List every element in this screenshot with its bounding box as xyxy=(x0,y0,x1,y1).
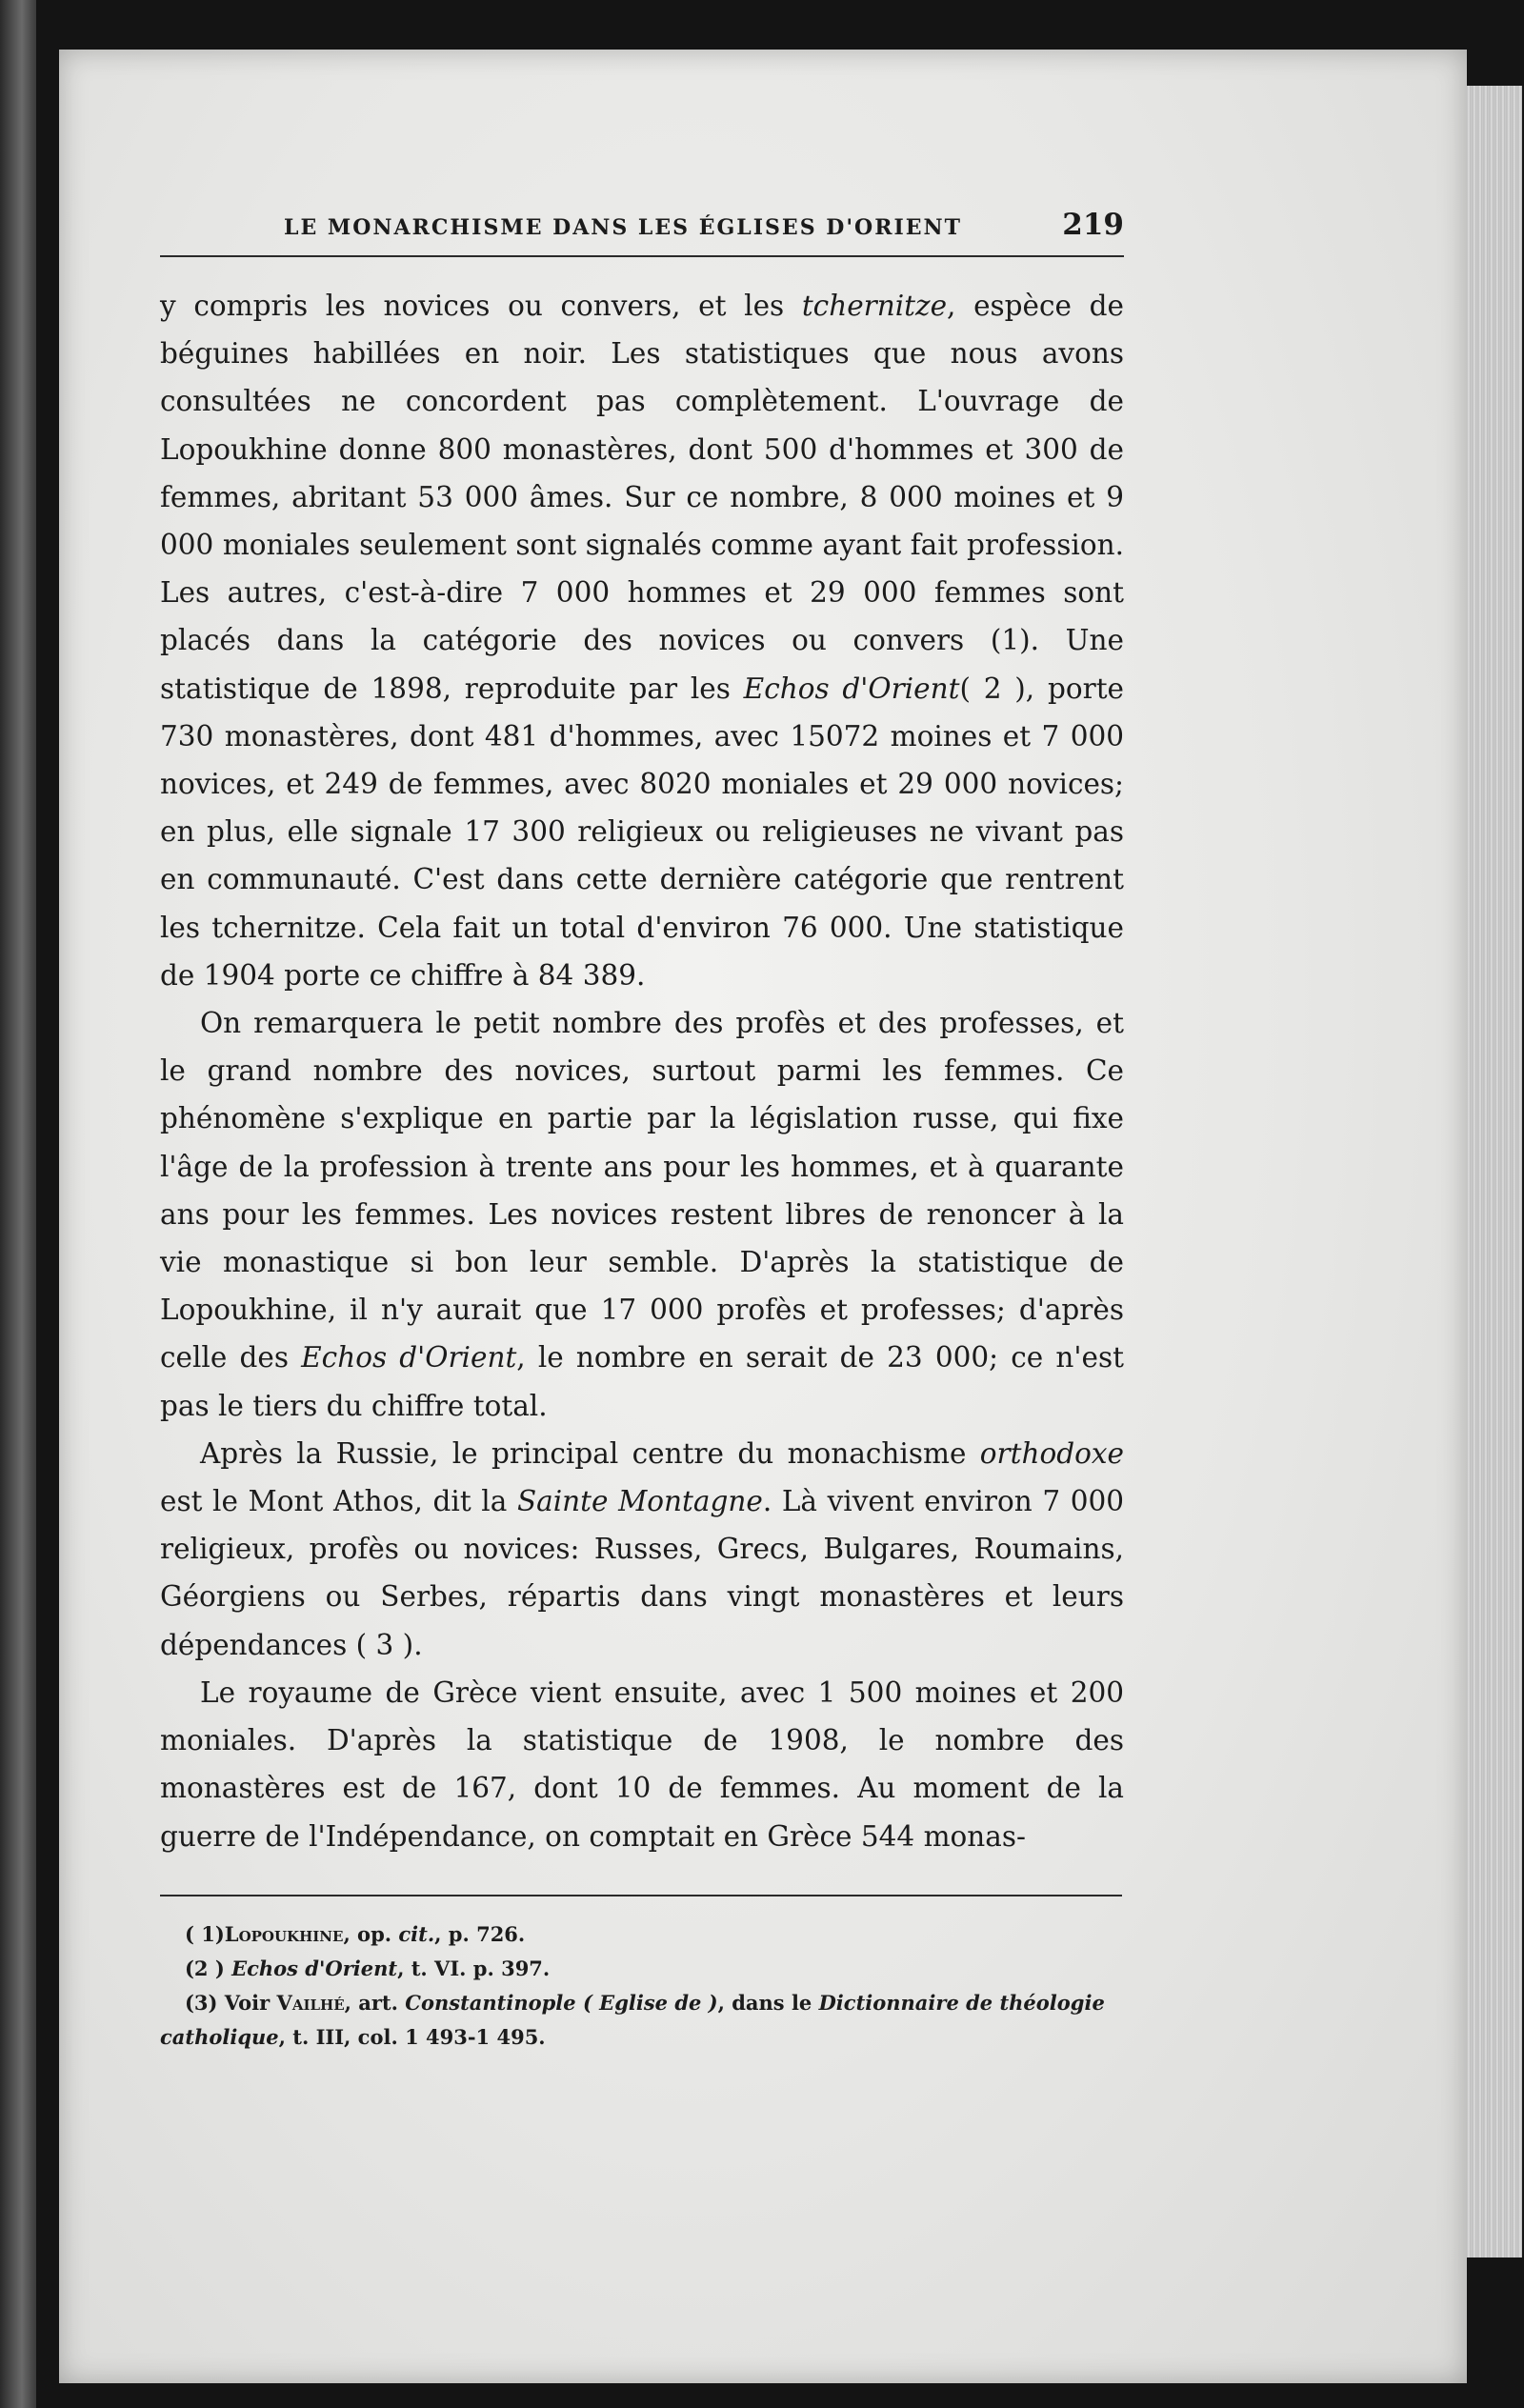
text-span: , t. VI. p. 397. xyxy=(397,1956,551,1980)
italic-term: cit. xyxy=(398,1921,435,1946)
italic-title: Echos d'Orient xyxy=(743,672,960,705)
text-span: , op. xyxy=(343,1921,399,1946)
text-span: . Là vivent environ 7 000 religieux, profès ou novices: Russes, Grecs, Bulgares, Roumains, Géorgiens ou Serbes, répartis dans vingt monastères et leurs dépendances ( 3 ). xyxy=(160,1485,1125,1661)
footnotes xyxy=(160,1917,1124,2055)
text-span: y compris les novices ou convers, et les xyxy=(160,290,802,322)
text-span: , dans le xyxy=(717,1990,819,2015)
italic-term: orthodoxe xyxy=(979,1436,1124,1470)
italic-term: Sainte Montagne xyxy=(516,1485,763,1518)
paragraph-1 xyxy=(160,282,1124,999)
paragraph-2 xyxy=(160,999,1124,1430)
text-span: , p. 726. xyxy=(434,1921,526,1946)
italic-title: Echos d'Orient xyxy=(231,1956,398,1980)
left-page-edge xyxy=(0,0,36,2408)
footnote-3 xyxy=(160,1986,1124,2055)
text-span: Après la Russie, le principal centre du monachisme xyxy=(200,1436,980,1470)
text-span: On remarquera le petit nombre des profès et des professes, et le grand nombre des novices, surtout parmi les femmes. Ce phénomène s'explique en partie par la législation russe, qui fixe l'âge de la profession à trente ans pour les hommes, et à quarante ans pour les femmes. Les novices restent libres de renoncer à la vie monastique si bon leur semble. D'après la statistique de Lopoukhine, il n'y aurait que 17 000 profès et professes; d'après celle des xyxy=(160,1007,1124,1375)
page-number: 219 xyxy=(1062,208,1124,242)
italic-title: Constantinople ( Eglise de ) xyxy=(405,1990,718,2015)
paragraph-3 xyxy=(160,1430,1124,1669)
italic-title: Echos d'Orient xyxy=(301,1341,517,1375)
footnote-author: Vailhé xyxy=(276,1990,345,2015)
text-span: , art. xyxy=(344,1990,406,2015)
running-title: LE MONARCHISME DANS LES ÉGLISES D'ORIENT xyxy=(284,215,963,240)
footnote-mark: (3) xyxy=(185,1990,218,2015)
text-span: Voir xyxy=(217,1990,277,2015)
footnote-mark: ( 1) xyxy=(185,1921,225,1946)
footnote-divider xyxy=(160,1895,1122,1896)
footnote-mark: (2 ) xyxy=(185,1956,225,1980)
text-span: , le nombre en serait de 23 000; ce n'est pas le tiers du chiffre total. xyxy=(160,1341,1124,1422)
text-span: ( 2 ), porte 730 monastères, dont 481 d'hommes, avec 15072 moines et 7 000 novices, et 249 de femmes, avec 8020 moniales et 29 000 novices; en plus, elle signale 17 300 religieux ou religieuses ne vivant pas en communauté. C'est dans cette dernière catégorie que rentrent les tchernitze. Cela fait un total d'environ 76 000. Une statistique de 1904 porte ce chiffre à 84 389. xyxy=(160,672,1125,992)
footnote-2 xyxy=(160,1952,1124,1986)
page-text-block xyxy=(160,208,1124,2055)
italic-term: tchernitze xyxy=(801,290,948,322)
running-head xyxy=(160,208,1124,257)
text-span: est le Mont Athos, dit la xyxy=(160,1485,517,1518)
footnote-author: Lopoukhine xyxy=(224,1921,344,1946)
italic-title: Dictionnaire de théologie catholique xyxy=(160,1990,1105,2049)
body-text xyxy=(160,282,1124,1860)
footnote-1 xyxy=(160,1917,1124,1952)
text-span: , espèce de béguines habillées en noir. Les statistiques que nous avons consultées ne concordent pas complètement. L'ouvrage de Lopoukhine donne 800 monastères, dont 500 d'hommes et 300 de femmes, abritant 53 000 âmes. Sur ce nombre, 8 000 moines et 9 000 moniales seulement sont signalés comme ayant fait profession. Les autres, c'est-à-dire 7 000 hommes et 29 000 femmes sont placés dans la catégorie des novices ou convers (1). Une statistique de 1898, reproduite par les xyxy=(160,290,1124,705)
text-span: , t. III, col. 1 493-1 495. xyxy=(278,2024,546,2049)
paragraph-4: Le royaume de Grèce vient ensuite, avec 1 500 moines et 200 moniales. D'après la statistique de 1908, le nombre des monastères est de 167, dont 10 de femmes. Au moment de la guerre de l'Indépendance, on comptait en Grèce 544 monas- xyxy=(160,1676,1124,1853)
